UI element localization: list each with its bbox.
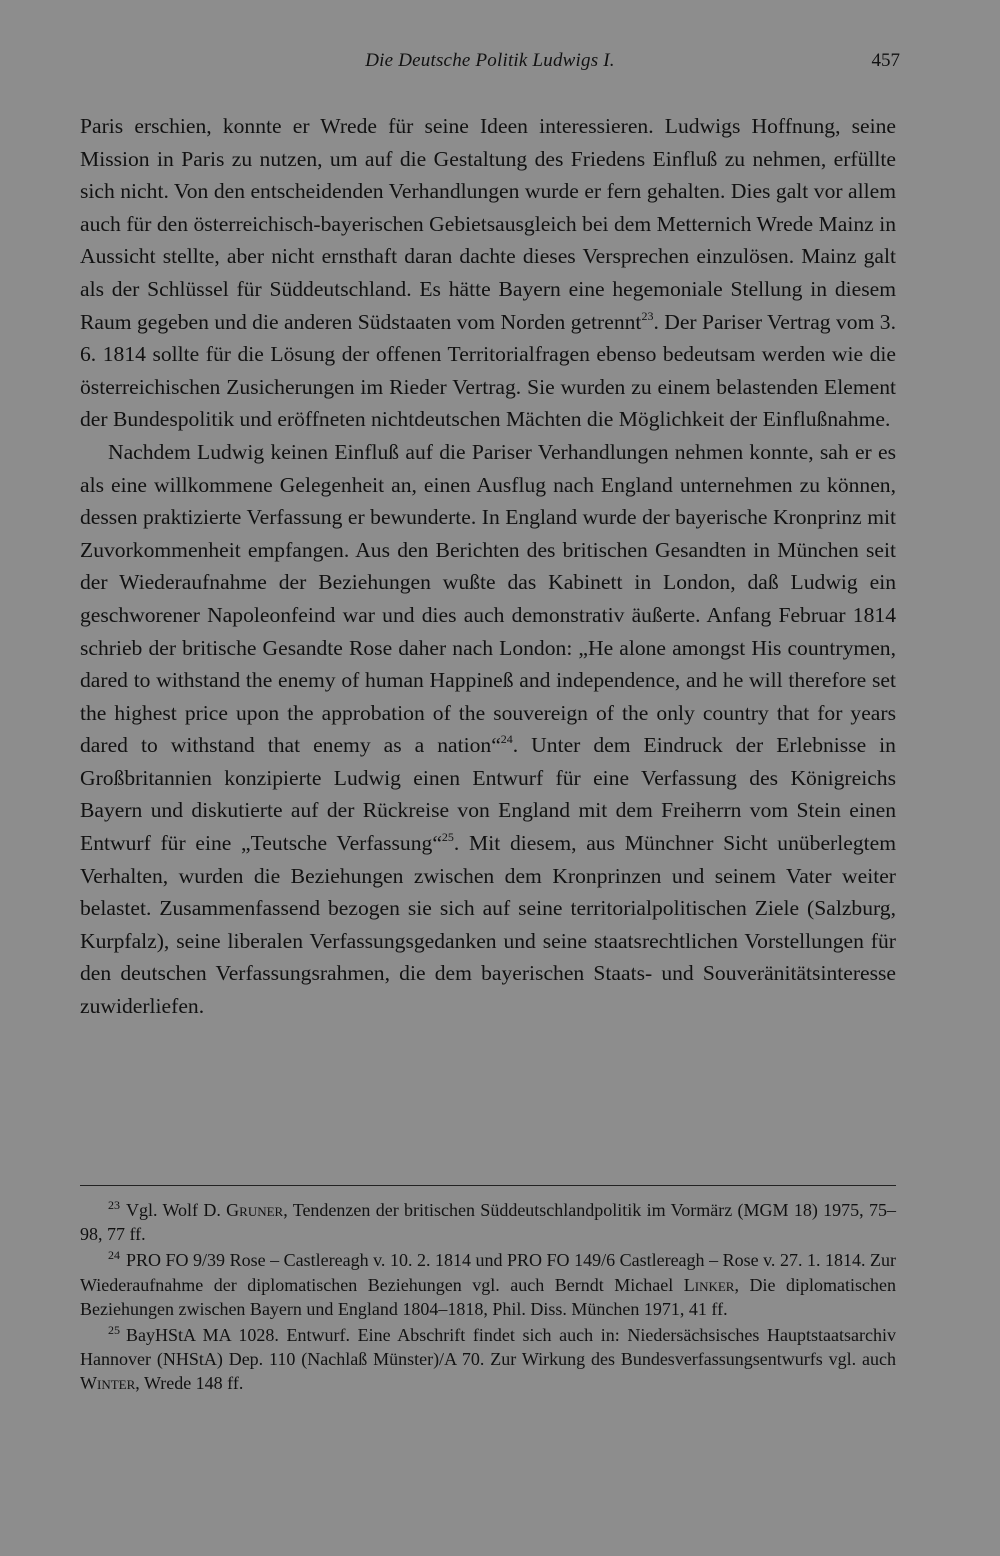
footnote-text: , Wrede 148 ff. [135,1373,244,1394]
footnote-divider [80,1185,896,1186]
footnote-24 [80,1248,896,1321]
paragraph-1-text-b: . Der Pariser Vertrag vom 3. 6. 1814 sollte für die Lösung der offenen Territorialfragen ebenso bedeutsam werden wie die österreichischen Zusicherungen im Rieder Vertrag. Sie wurden zu einem belastenden Element der Bundespolitik und eröffneten nichtdeutschen Mächten die Möglichkeit der Einflußnahme. [80,309,896,432]
footnote-23 [80,1198,896,1246]
main-text [80,110,896,1023]
paragraph-2-text-a: Nachdem Ludwig keinen Einfluß auf die Pariser Verhandlungen nehmen konnte, sah er es als eine willkommene Gelegenheit an, einen Ausflug nach England unternehmen zu können, dessen praktizierte Verfassung er bewunderte. In England wurde der bayerische Kronprinz mit Zuvorkommenheit empfangen. Aus den Berichten des britischen Gesandten in München seit der Wiederaufnahme der Beziehungen wußte das Kabinett in London, daß Ludwig ein geschworener Napoleonfeind war und dies auch demonstrativ äußerte. Anfang Februar 1814 schrieb der britische Gesandte Rose daher nach London: „He alone amongst His countrymen, dared to withstand the enemy of human Happineß and independence, and he will therefore set the highest price upon the approbation of the souvereign of the only country that for years dared to withstand that enemy as a nation“ [80,439,896,758]
author-name: Winter [80,1373,136,1394]
running-header [80,50,900,80]
footnotes [80,1198,896,1398]
footnote-ref-24: 24 [500,732,513,747]
footnote-text: , Tendenzen der britischen Süddeutschlandpolitik im Vormärz (MGM 18) 1975, 75–98, 77 ff. [80,1200,896,1245]
footnote-text: BayHStA MA 1028. Entwurf. Eine Abschrift findet sich auch in: Niedersächsisches Hauptstaatsarchiv Hannover (NHStA) Dep. 110 (Nachlaß Münster)/A 70. Zur Wirkung des Bundesverfassungsentwurfs vgl. auch [80,1325,896,1370]
author-name: Linker [683,1274,735,1295]
footnote-number: 25 [108,1323,120,1338]
footnote-ref-23: 23 [641,308,654,323]
paragraph-2-text-b: . Unter dem Eindruck der Erlebnisse in Großbritannien konzipierte Ludwig einen Entwurf für eine Verfassung des Königreichs Bayern und diskutierte auf der Rückreise von England mit dem Freiherrn vom Stein einen Entwurf für eine „Teutsche Verfassung“ [80,733,896,856]
paragraph-2 [80,436,896,1023]
footnote-text: PRO FO 9/39 Rose – Castlereagh v. 10. 2. 1814 und PRO FO 149/6 Castlereagh – Rose v. 27. 1. 1814. Zur Wiederaufnahme der diplomatischen Beziehungen vgl. auch Berndt Michael [80,1250,896,1295]
paragraph-1-text-a: Paris erschien, konnte er Wrede für seine Ideen interessieren. Ludwigs Hoffnung, seine Mission in Paris zu nutzen, um auf die Gestaltung des Friedens Einfluß zu nehmen, erfüllte sich nicht. Von den entscheidenden Verhandlungen wurde er fern gehalten. Dies galt vor allem auch für den österreichisch-bayerischen Gebietsausgleich bei dem Metternich Wrede Mainz in Aussicht stellte, aber nicht ernsthaft daran dachte dieses Versprechen einzulösen. Mainz galt als der Schlüssel für Süddeutschland. Es hätte Bayern eine hegemoniale Stellung in diesem Raum gegeben und die anderen Südstaaten vom Norden getrennt [80,114,896,334]
footnote-text: , Die diplomatischen Beziehungen zwischen Bayern und England 1804–1818, Phil. Diss. München 1971, 41 ff. [80,1274,896,1319]
author-name: Gruner [226,1200,284,1220]
footnote-ref-25: 25 [441,830,454,845]
footnote-text: Vgl. Wolf D. [126,1200,227,1220]
paragraph-1 [80,110,896,436]
running-title: Die Deutsche Politik Ludwigs I. [365,50,615,71]
footnote-number: 24 [108,1248,120,1263]
footnote-number: 23 [108,1198,120,1212]
page-number: 457 [871,50,900,71]
paragraph-2-text-c: . Mit diesem, aus Münchner Sicht unüberlegtem Verhalten, wurden die Beziehungen zwischen dem Kronprinzen und seinem Vater weiter belastet. Zusammenfassend bezogen sie sich auf seine territorialpolitischen Ziele (Salzburg, Kurpfalz), seine liberalen Verfassungsgedanken und seine staatsrechtlichen Vorstellungen für den deutschen Verfassungsrahmen, die dem bayerischen Staats- und Souveränitätsinteresse zuwiderliefen. [80,831,897,1019]
footnote-25 [80,1323,896,1396]
